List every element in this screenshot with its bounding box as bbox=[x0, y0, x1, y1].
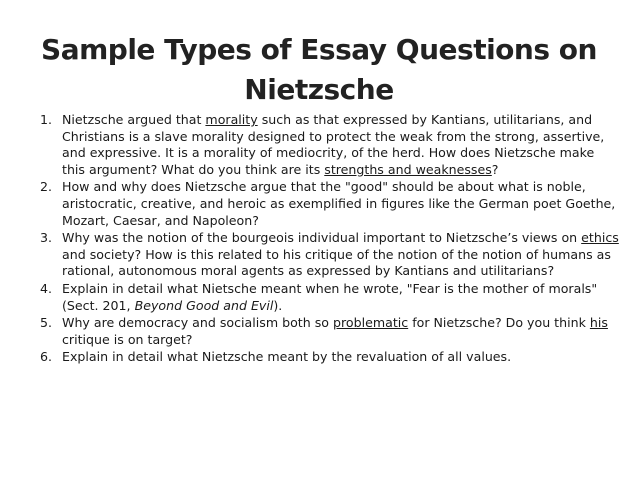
question-text: critique is on target? bbox=[62, 331, 193, 347]
question-item-5 bbox=[40, 315, 620, 348]
question-text: ). bbox=[273, 297, 283, 313]
question-number: 4. bbox=[40, 280, 53, 296]
question-text: Explain in detail what Nietzsche meant by the revaluation of all values. bbox=[62, 349, 512, 365]
question-number: 6. bbox=[40, 349, 53, 365]
question-number: 1. bbox=[40, 112, 53, 127]
question-text: How and why does Nietzsche argue that the "good" should be about what is noble, aristocratic, creative, and heroic as exemplified in figures like the German poet Goethe, Mozart, Caesar, and Napoleon? bbox=[62, 179, 616, 228]
question-text: for Nietzsche? Do you think bbox=[408, 315, 590, 331]
underlined-term-morality: morality bbox=[205, 112, 258, 127]
question-text: such as that expressed by Kantians, utilitarians, and Christians is a slave morality designed to protect the weak from the strong, assertive, and expressive. It is a morality of mediocrity, of the herd. How does Nietzsche make this argument? What do you think are its bbox=[62, 112, 605, 177]
underlined-term-his: his bbox=[589, 315, 608, 331]
slide-title-line-1: Sample Types of Essay Questions on bbox=[41, 33, 597, 66]
question-item-4 bbox=[40, 281, 620, 314]
slide-title-line-2: Nietzsche bbox=[244, 73, 394, 106]
question-item-1 bbox=[40, 112, 620, 178]
question-number: 2. bbox=[40, 179, 53, 195]
question-list bbox=[40, 112, 620, 367]
question-text: and society? How is this related to his critique of the notion of the notion of humans as rational, autonomous moral agents as expressed by Kantians and utilitarians? bbox=[62, 246, 611, 279]
question-number: 5. bbox=[40, 315, 53, 331]
question-item-3 bbox=[40, 230, 620, 280]
question-text: Nietzsche argued that bbox=[62, 112, 206, 127]
book-title-italic: Beyond Good and Evil bbox=[134, 297, 274, 313]
question-item-6 bbox=[40, 349, 620, 366]
question-item-2 bbox=[40, 179, 620, 229]
underlined-term-strengths-and-weaknesses: strengths and weaknesses bbox=[324, 161, 492, 177]
slide-title bbox=[20, 30, 618, 110]
question-text: Why are democracy and socialism both so bbox=[62, 315, 333, 331]
underlined-term-ethics: ethics bbox=[581, 230, 619, 246]
underlined-term-problematic: problematic bbox=[333, 315, 409, 331]
question-text: Explain in detail what Nietsche meant when he wrote, "Fear is the mother of morals" (Sect. 201, bbox=[62, 280, 598, 313]
question-text: ? bbox=[491, 161, 499, 177]
question-text: Why was the notion of the bourgeois individual important to Nietzsche’s views on bbox=[62, 230, 582, 246]
question-number: 3. bbox=[40, 230, 53, 246]
